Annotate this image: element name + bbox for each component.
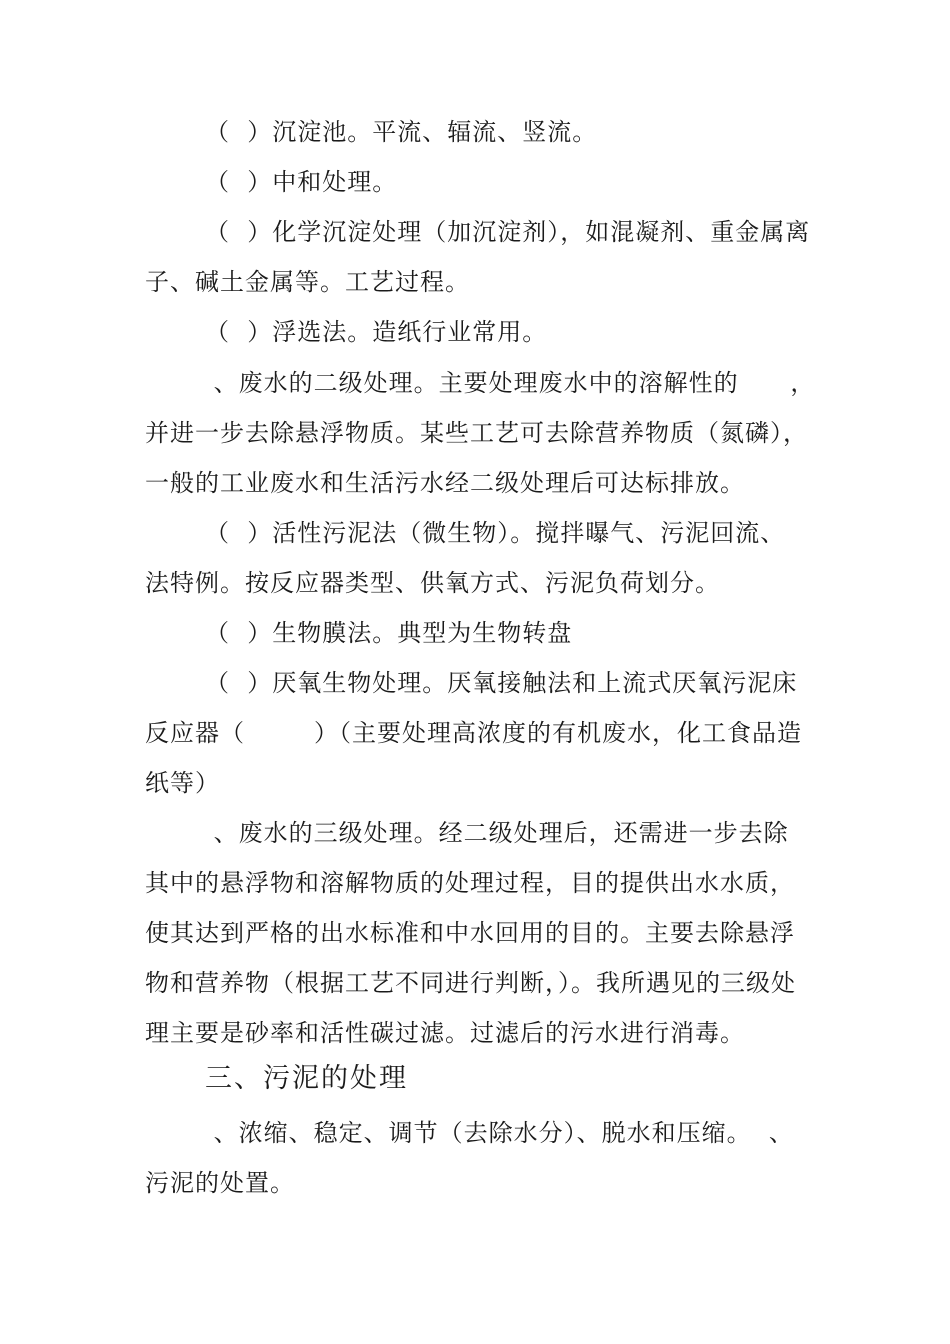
- paragraph-chemical-precipitation-cont: 子、碱土金属等。工艺过程。: [145, 268, 470, 296]
- paragraph-chemical-precipitation: （ ）化学沉淀处理（加沉淀剂），如混凝剂、重金属离: [205, 218, 811, 246]
- paragraph-activated-sludge-cont: 法特例。按反应器类型、供氧方式、污泥负荷划分。: [145, 569, 720, 597]
- paragraph-activated-sludge: （ ）活性污泥法（微生物）。搅拌曝气、污泥回流、: [205, 519, 786, 547]
- paragraph-anaerobic: （ ）厌氧生物处理。厌氧接触法和上流式厌氧污泥床: [205, 669, 798, 697]
- paragraph-tertiary-treatment-cont-3: 物和营养物（根据工艺不同进行判断，）。我所遇见的三级处: [145, 969, 796, 997]
- paragraph-tertiary-treatment-cont-2: 使其达到严格的出水标准和中水回用的目的。主要去除悬浮: [145, 919, 795, 947]
- paragraph-flotation: （ ）浮选法。造纸行业常用。: [205, 318, 548, 346]
- paragraph-secondary-treatment-cont-2: 一般的工业废水和生活污水经二级处理后可达标排放。: [145, 469, 745, 497]
- paragraph-anaerobic-cont-2: 纸等）: [145, 769, 220, 797]
- paragraph-neutralization: （ ）中和处理。: [205, 168, 398, 196]
- paragraph-sludge-disposal: 污泥的处置。: [145, 1169, 295, 1197]
- paragraph-tertiary-treatment: 、废水的三级处理。经二级处理后，还需进一步去除: [205, 819, 789, 847]
- paragraph-sludge-steps: 、浓缩、稳定、调节（去除水分）、脱水和压缩。 、: [205, 1119, 794, 1147]
- paragraph-secondary-treatment: 、废水的二级处理。主要处理废水中的溶解性的 ，: [205, 369, 816, 397]
- paragraph-biofilm: （ ）生物膜法。典型为生物转盘: [205, 619, 573, 647]
- paragraph-tertiary-treatment-cont-1: 其中的悬浮物和溶解物质的处理过程，目的提供出水水质，: [145, 869, 795, 897]
- paragraph-anaerobic-cont-1: 反应器（ ）（主要处理高浓度的有机废水，化工食品造: [145, 719, 803, 747]
- paragraph-sedimentation-tank: （ ）沉淀池。平流、辐流、竖流。: [205, 118, 598, 146]
- section-heading-sludge-treatment: 三、污泥的处理: [205, 1063, 408, 1094]
- paragraph-secondary-treatment-cont-1: 并进一步去除悬浮物质。某些工艺可去除营养物质（氮磷），: [145, 419, 808, 447]
- paragraph-tertiary-treatment-cont-4: 理主要是砂率和活性碳过滤。过滤后的污水进行消毒。: [145, 1019, 745, 1047]
